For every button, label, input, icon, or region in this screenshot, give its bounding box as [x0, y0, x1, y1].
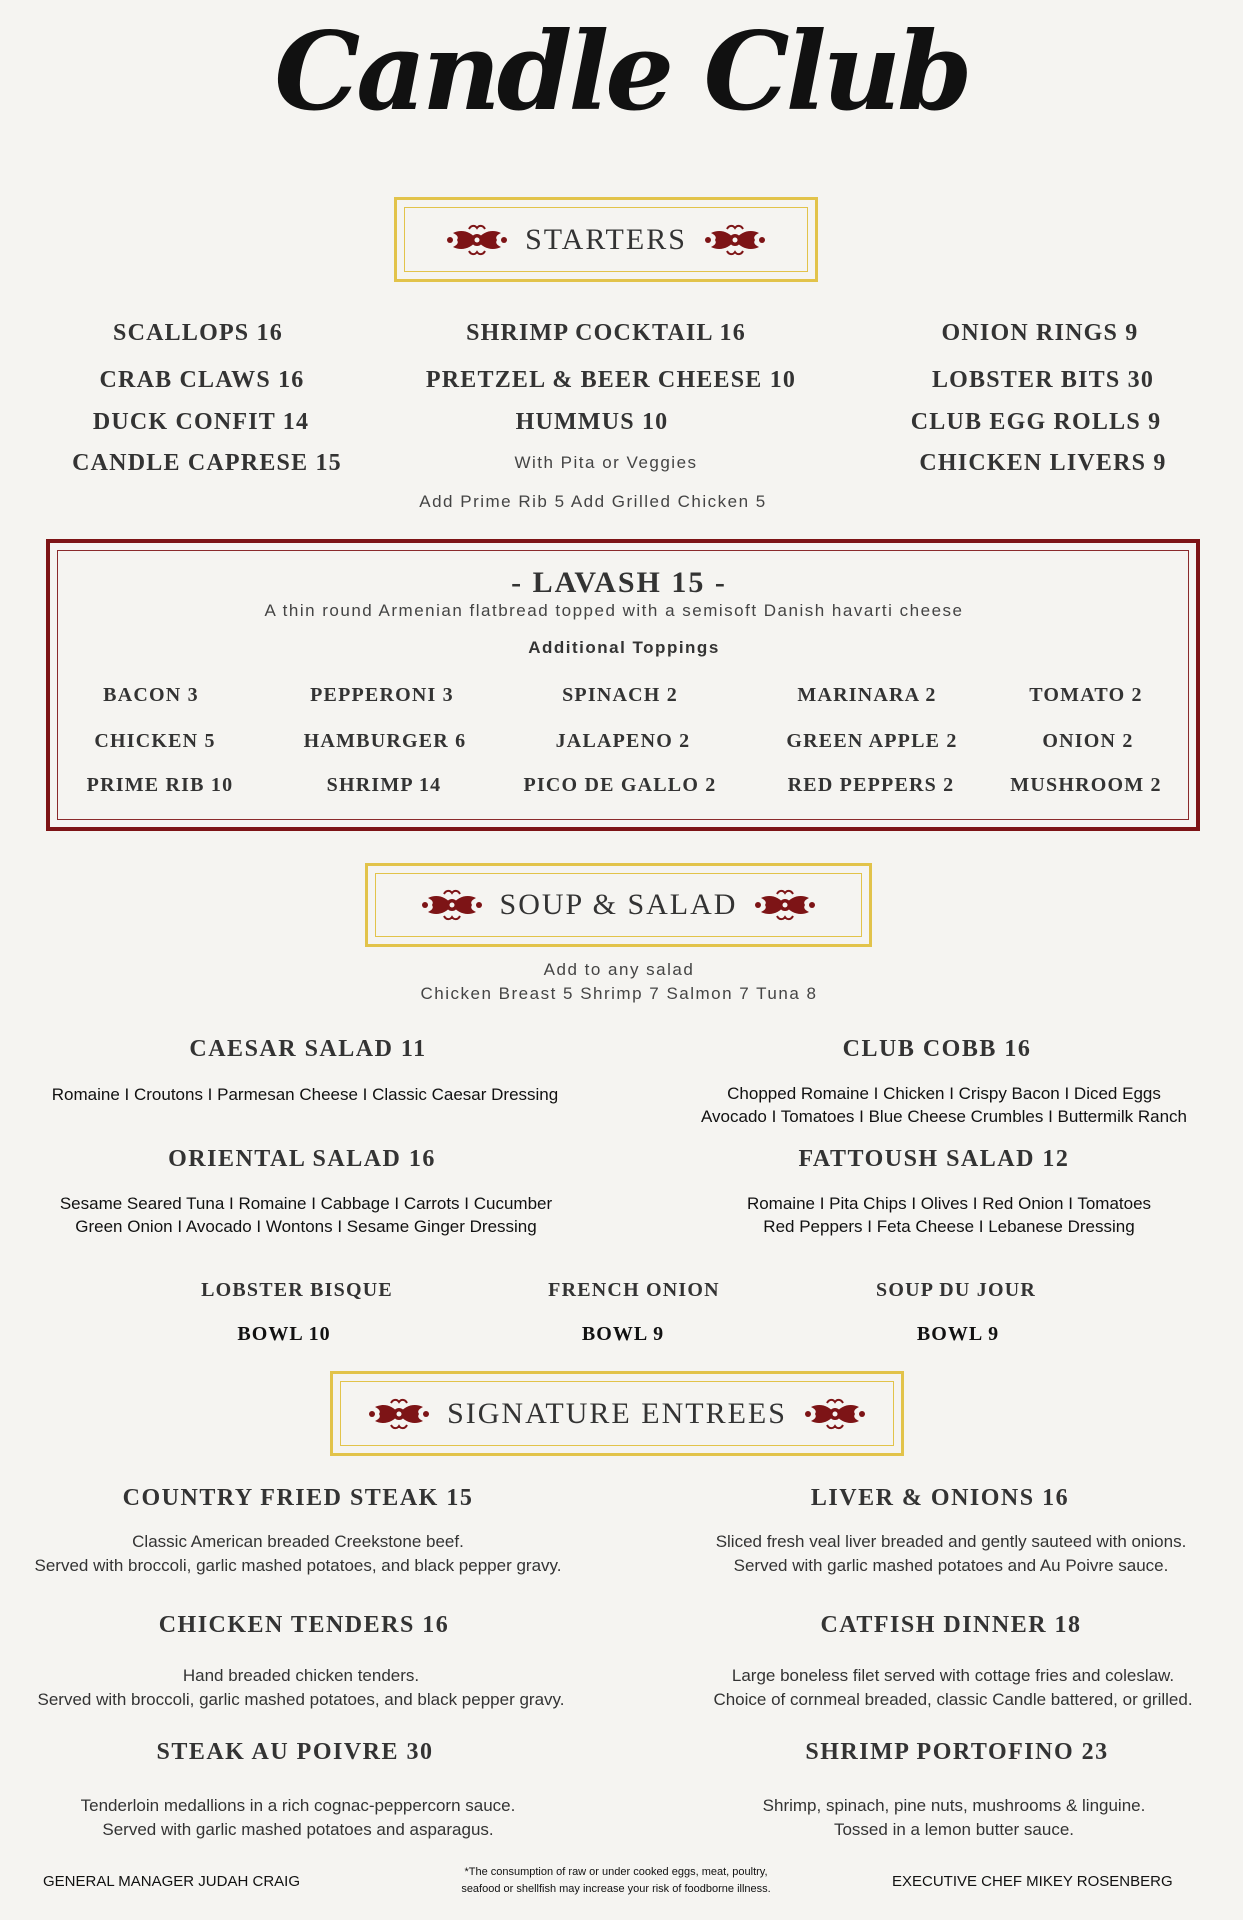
entree-description: Shrimp, spinach, pine nuts, mushrooms & linguine. Tossed in a lemon butter sauce.	[762, 1796, 1146, 1839]
ornament-icon	[805, 1397, 865, 1431]
lavash-description: A thin round Armenian flatbread topped with a semisoft Danish havarti cheese	[264, 601, 964, 620]
topping-item: RED PEPPERS 2	[787, 774, 955, 796]
topping-item: HAMBURGER 6	[303, 730, 467, 752]
salad-description: Romaine I Pita Chips I Olives I Red Onion I Tomatoes Red Peppers I Feta Cheese I Lebanese Dressing	[746, 1194, 1152, 1236]
starter-item: SHRIMP COCKTAIL 16	[466, 320, 746, 346]
starter-item: PRETZEL & BEER CHEESE 10	[425, 367, 797, 393]
entree-description: Large boneless filet served with cottage fries and coleslaw. Choice of cornmeal breaded, classic Candle battered, or grilled.	[713, 1666, 1193, 1709]
hummus-note: With Pita or Veggies	[514, 453, 698, 472]
lavash-title: - LAVASH 15 -	[511, 566, 727, 599]
soup-price: BOWL 9	[581, 1323, 665, 1345]
starter-item: DUCK CONFIT 14	[92, 409, 310, 435]
ornament-icon	[705, 223, 765, 257]
salad-description: Romaine I Croutons I Parmesan Cheese I Classic Caesar Dressing	[51, 1085, 559, 1104]
entrees-header	[330, 1371, 904, 1456]
entrees-title: SIGNATURE ENTREES	[447, 1396, 787, 1430]
starters-header	[394, 197, 818, 282]
entree-name: SHRIMP PORTOFINO 23	[805, 1739, 1109, 1765]
topping-item: MARINARA 2	[797, 684, 937, 706]
entree-name: STEAK AU POIVRE 30	[156, 1739, 434, 1765]
starter-item: SCALLOPS 16	[113, 320, 283, 346]
ornament-icon	[755, 888, 815, 922]
food-disclaimer: *The consumption of raw or under cooked eggs, meat, poultry, seafood or shellfish may increase your risk of foodborne illness.	[461, 1866, 771, 1895]
salad-name: CLUB COBB 16	[842, 1036, 1032, 1062]
topping-item: GREEN APPLE 2	[786, 730, 958, 752]
topping-item: SPINACH 2	[562, 684, 678, 706]
topping-item: PICO DE GALLO 2	[523, 774, 717, 796]
ornament-icon	[422, 888, 482, 922]
salad-add-heading: Add to any salad	[543, 960, 695, 979]
topping-item: ONION 2	[1042, 730, 1134, 752]
salad-name: FATTOUSH SALAD 12	[798, 1146, 1070, 1172]
entree-name: LIVER & ONIONS 16	[810, 1485, 1070, 1511]
soup-name: SOUP DU JOUR	[876, 1279, 1036, 1301]
starter-item: CLUB EGG ROLLS 9	[910, 409, 1162, 435]
entree-name: CHICKEN TENDERS 16	[158, 1612, 450, 1638]
topping-item: CHICKEN 5	[94, 730, 216, 752]
entree-description: Classic American breaded Creekstone beef. Served with broccoli, garlic mashed potatoes, and black pepper gravy.	[34, 1532, 562, 1575]
logo: Candle Club	[274, 9, 969, 135]
entree-description: Hand breaded chicken tenders. Served with broccoli, garlic mashed potatoes, and black pepper gravy.	[37, 1666, 565, 1709]
starter-item: HUMMUS 10	[515, 409, 669, 435]
topping-item: PRIME RIB 10	[86, 774, 234, 796]
salad-description: Chopped Romaine I Chicken I Crispy Bacon I Diced Eggs Avocado I Tomatoes I Blue Cheese Crumbles I Buttermilk Ranch	[701, 1084, 1187, 1126]
salad-add-items: Chicken Breast 5 Shrimp 7 Salmon 7 Tuna 8	[420, 984, 818, 1003]
soup-salad-title: SOUP & SALAD	[499, 888, 738, 921]
starter-item: CHICKEN LIVERS 9	[919, 450, 1167, 476]
entree-description: Sliced fresh veal liver breaded and gently sauteed with onions. Served with garlic mashed potatoes and Au Poivre sauce.	[715, 1532, 1187, 1575]
soup-name: LOBSTER BISQUE	[201, 1279, 393, 1301]
soup-salad-header	[365, 863, 872, 947]
soup-price: BOWL 9	[916, 1323, 1000, 1345]
salad-description: Sesame Seared Tuna I Romaine I Cabbage I Carrots I Cucumber Green Onion I Avocado I Wontons I Sesame Ginger Dressing	[59, 1194, 553, 1236]
salad-name: ORIENTAL SALAD 16	[168, 1146, 436, 1172]
starter-item: ONION RINGS 9	[941, 320, 1139, 346]
topping-item: PEPPERONI 3	[310, 684, 454, 706]
topping-item: MUSHROOM 2	[1010, 774, 1162, 796]
soup-name: FRENCH ONION	[548, 1279, 720, 1301]
general-manager: GENERAL MANAGER JUDAH CRAIG	[43, 1873, 300, 1890]
entree-description: Tenderloin medallions in a rich cognac-peppercorn sauce. Served with garlic mashed potatoes and asparagus.	[80, 1796, 516, 1839]
starters-addons: Add Prime Rib 5 Add Grilled Chicken 5	[419, 492, 767, 511]
starter-item: CRAB CLAWS 16	[99, 367, 305, 393]
starter-item: LOBSTER BITS 30	[931, 367, 1155, 393]
starter-item: CANDLE CAPRESE 15	[72, 450, 342, 476]
entree-name: COUNTRY FRIED STEAK 15	[122, 1485, 474, 1511]
ornament-icon	[369, 1397, 429, 1431]
starters-title: STARTERS	[525, 222, 687, 256]
entree-name: CATFISH DINNER 18	[820, 1612, 1082, 1638]
toppings-heading: Additional Toppings	[528, 638, 720, 657]
topping-item: JALAPENO 2	[555, 730, 691, 752]
ornament-icon	[447, 223, 507, 257]
topping-item: SHRIMP 14	[326, 774, 442, 796]
executive-chef: EXECUTIVE CHEF MIKEY ROSENBERG	[892, 1873, 1173, 1890]
salad-name: CAESAR SALAD 11	[189, 1036, 427, 1062]
topping-item: TOMATO 2	[1029, 684, 1143, 706]
topping-item: BACON 3	[103, 684, 199, 706]
soup-price: BOWL 10	[237, 1323, 331, 1345]
